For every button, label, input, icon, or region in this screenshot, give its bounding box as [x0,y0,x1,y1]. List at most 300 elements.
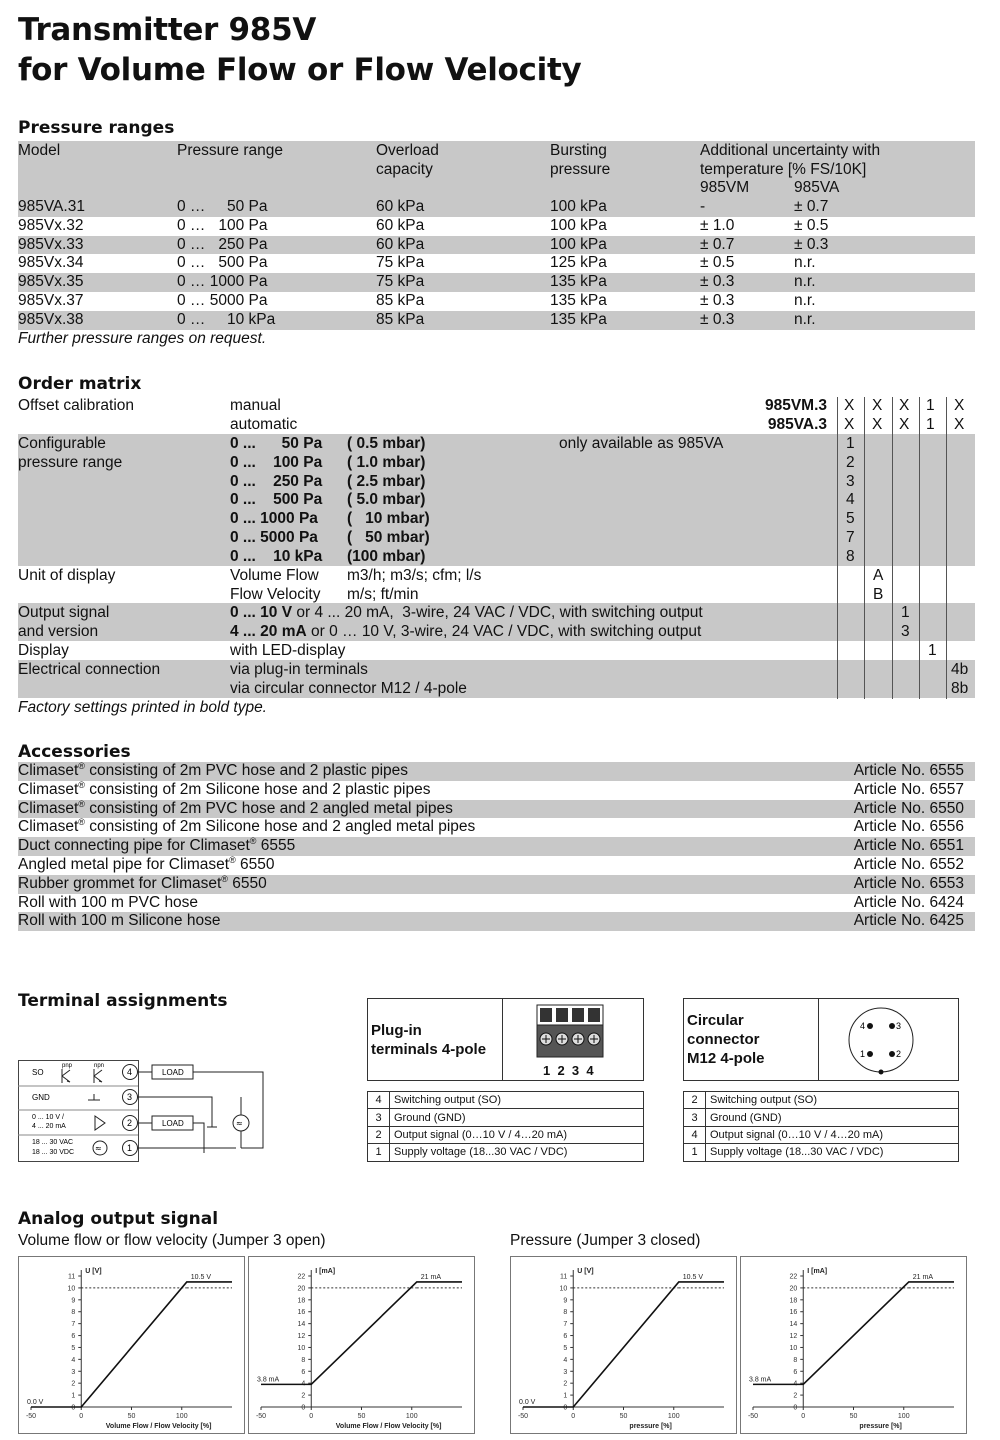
om-output-rest: or 4 ... 20 mA, 3-wire, 24 VAC / VDC, with switching output [292,604,703,621]
accessory-name [18,762,408,781]
y-tick-label: 14 [789,1321,798,1329]
om-config-code: 2 [846,453,855,471]
y-tick-label: 1 [71,1392,76,1400]
y-tick-label: 9 [563,1297,568,1305]
pressure-cell-burst: 135 kPa [550,310,607,328]
wd-sup1: 18 ... 30 VAC [32,1139,74,1146]
accessory-article: Article No. 6552 [853,856,964,873]
om-band-elec [18,660,975,698]
accessory-name-post: consisting of 2m Silicone hose and 2 plastic pipes [84,780,431,798]
accessory-article: Article No. 6424 [853,893,964,911]
x-axis-label: pressure [%] [859,1423,902,1430]
om-unit-label: Unit of display [18,567,116,584]
x-tick-label: -50 [25,1413,37,1420]
om-note: Factory settings printed in bold type. [18,699,267,716]
om-unit-values: m/s; ft/min [347,585,419,603]
y-tick-label: 6 [71,1333,76,1341]
pressure-cell-overload: 60 kPa [376,235,425,253]
pressure-cell-overload: 60 kPa [376,198,425,215]
om-divider-4 [919,397,920,699]
pressure-cell-vm: ± 0.3 [700,310,735,328]
accessory-article: Article No. 6550 [853,799,964,817]
om-config-range: 0 ... 250 Pa [230,472,323,490]
wd-load-2: LOAD [162,1119,184,1128]
terminal-function: Switching output (SO) [706,1092,959,1109]
pressure-cell-burst: 100 kPa [550,216,607,234]
x-tick-label: 50 [127,1413,136,1420]
accessory-article: Article No. 6551 [853,837,964,855]
x-tick-label: 100 [175,1413,188,1420]
accessory-name-post: consisting of 2m PVC hose and 2 plastic pipes [84,762,409,779]
accessory-article: Article No. 6557 [853,780,964,798]
registered-mark: ® [78,760,85,771]
plugin-pin-numbers: 1 2 3 4 [543,1063,594,1078]
end-annotation: 21 mA [420,1273,442,1281]
om-output-line [230,623,701,642]
pressure-cell-range: 0 … 500 Pa [177,254,268,272]
accessory-name-pre: Climaset [18,818,79,836]
y-tick-label: 12 [297,1333,306,1341]
om-elec-code: 8b [951,679,969,697]
pressure-cell-range: 0 … 100 Pa [177,216,268,234]
col-va-header: 985VA [794,179,840,196]
pressure-cell-burst: 125 kPa [550,254,607,272]
x-tick-label: 50 [357,1413,366,1420]
om-config-range: 0 ... 1000 Pa [230,510,318,528]
x-tick-label: -50 [747,1413,759,1420]
y-tick-label: 4 [563,1356,568,1364]
y-tick-label: 18 [297,1297,306,1305]
om-unit-code: B [873,585,884,603]
burst-header-line2: pressure [550,160,611,178]
pressure-cell-range: 0 … 50 Pa [177,198,268,215]
terminal-heading: Terminal assignments [18,991,228,1011]
om-config-label-1: Configurable [18,435,106,452]
circular-box [683,998,959,1081]
om-mark-1-1: X [844,397,855,414]
om-config-range: 0 ... 5000 Pa [230,529,318,546]
y-tick-label: 0 [71,1404,76,1412]
pressure-cell-overload: 85 kPa [376,292,425,309]
plugin-title-2: terminals 4-pole [371,1041,487,1058]
om-unit-name: Volume Flow [230,567,319,584]
om-divider-3 [892,397,893,699]
om-config-label [18,435,122,473]
om-config-mbar: ( 1.0 mbar) [347,453,426,471]
terminal-function: Ground (GND) [390,1109,644,1126]
om-mark-1-4: 1 [926,397,935,414]
start-annotation: 3.8 mA [257,1376,280,1384]
wiring-diagram [18,1056,268,1166]
start-annotation: 0.0 V [519,1399,536,1406]
om-elec-label: Electrical connection [18,661,161,678]
terminal-number: 4 [368,1092,390,1109]
svg-text:≈: ≈ [236,1119,243,1128]
pressure-cell-model: 985Vx.37 [18,292,84,309]
accessory-name-pre: Duct connecting pipe for Climaset [18,837,250,855]
pressure-cell-overload: 60 kPa [376,216,425,234]
om-config-code: 1 [846,435,855,452]
pressure-cell-range: 0 … 1000 Pa [177,273,268,291]
accessory-article: Article No. 6556 [853,818,964,836]
pressure-ranges-heading: Pressure ranges [18,118,175,138]
terminal-number: 2 [684,1092,706,1109]
y-tick-label: 8 [793,1356,798,1364]
om-output-line [230,604,703,623]
x-tick-label: 0 [571,1413,576,1420]
om-config-code: 3 [846,472,855,490]
circ-p4: 4 [860,1021,866,1031]
pressure-cell-burst: 135 kPa [550,273,607,291]
y-tick-label: 22 [297,1273,306,1281]
wd-sup2: 18 ... 30 VDC [32,1149,75,1156]
y-tick-label: 2 [793,1392,798,1400]
om-divider-2 [864,397,865,699]
terminal-row [684,1092,959,1109]
wd-gnd: GND [32,1093,50,1102]
start-annotation: 3.8 mA [749,1376,772,1384]
pressure-cell-va: ± 0.7 [794,198,829,215]
om-output-label [18,604,109,642]
y-tick-label: 8 [71,1309,76,1317]
terminal-row [368,1092,644,1109]
start-annotation: 0.0 V [27,1399,44,1406]
om-unit-name: Flow Velocity [230,585,321,603]
analog-sub-1: Volume flow or flow velocity (Jumper 3 open) [18,1232,326,1249]
om-mark-1-5: X [954,397,965,414]
om-config-code: 4 [846,491,855,509]
circular-title [687,1011,765,1068]
accessory-article: Article No. 6555 [853,762,964,779]
terminal-row [684,1109,959,1126]
om-config-mbar: ( 50 mbar) [347,529,430,546]
om-config-mbar: ( 2.5 mbar) [347,472,426,490]
accessory-name-pre: Rubber grommet for Climaset [18,874,222,892]
terminal-number: 2 [368,1126,390,1143]
accessory-name [18,837,295,856]
pressure-cell-vm: ± 0.3 [700,273,735,291]
pressure-cell-burst: 135 kPa [550,292,607,309]
om-divider-5 [946,397,947,699]
wd-pnp: pnp [62,1063,73,1069]
om-mark-2-2: X [872,416,883,433]
end-annotation: 10.5 V [190,1273,212,1281]
wd-n3: 3 [127,1092,133,1102]
wd-n2: 2 [127,1118,133,1128]
pressure-cell-range: 0 … 5000 Pa [177,292,268,309]
om-code-vm: 985VM.3 [764,397,827,414]
pressure-cell-va: n.r. [794,254,816,272]
y-tick-label: 4 [71,1356,76,1364]
x-tick-label: 50 [619,1413,628,1420]
y-tick-label: 2 [71,1380,76,1388]
analog-chart-1 [18,1256,245,1434]
title-line-2: for Volume Flow or Flow Velocity [18,52,582,88]
y-tick-label: 4 [301,1380,306,1388]
y-tick-label: 20 [297,1285,306,1293]
om-offset-manual: manual [230,397,281,414]
pressure-row-band [18,236,975,255]
y-tick-label: 6 [301,1368,306,1376]
y-tick-label: 9 [71,1297,76,1305]
registered-mark: ® [78,798,85,809]
y-axis-label: U [V] [577,1268,594,1275]
pressure-cell-model: 985VA.31 [18,198,85,215]
x-tick-label: 100 [667,1413,680,1420]
y-tick-label: 7 [563,1321,568,1329]
y-tick-label: 2 [301,1392,306,1400]
x-tick-label: -50 [255,1413,267,1420]
page-title [18,10,581,90]
pressure-cell-vm: ± 0.5 [700,254,735,272]
pressure-cell-model: 985Vx.38 [18,310,84,328]
terminal-row [684,1126,959,1143]
pressure-row-band [18,198,975,217]
om-band-config [18,434,975,566]
y-tick-label: 6 [793,1368,798,1376]
om-config-range: 0 ... 10 kPa [230,547,323,565]
col-uncertainty-header [700,142,880,180]
om-divider-1 [837,397,838,699]
plugin-table [367,1091,644,1162]
om-config-mbar: ( 10 mbar) [347,510,430,528]
accessory-name [18,894,198,913]
pressure-cell-overload: 75 kPa [376,254,425,272]
accessory-name [18,800,453,819]
x-tick-label: 0 [801,1413,806,1420]
om-output-bold: 0 ... 10 V [230,604,293,621]
terminal-function: Output signal (0…10 V / 4…20 mA) [706,1126,959,1143]
terminal-function: Switching output (SO) [390,1092,644,1109]
pressure-cell-va: ± 0.5 [794,216,829,234]
y-tick-label: 5 [563,1344,568,1352]
y-tick-label: 3 [71,1368,76,1376]
x-tick-label: -50 [517,1413,529,1420]
registered-mark: ® [229,854,236,865]
x-tick-label: 50 [849,1413,858,1420]
registered-mark: ® [78,779,85,790]
y-tick-label: 5 [71,1344,76,1352]
order-matrix-heading: Order matrix [18,374,142,394]
x-axis-label: Volume Flow / Flow Velocity [%] [335,1423,442,1430]
x-tick-label: 100 [897,1413,910,1420]
pressure-row-band [18,311,975,330]
om-config-range: 0 ... 500 Pa [230,491,323,509]
y-axis-label: I [mA] [807,1268,828,1275]
om-mark-2-1: X [844,416,855,433]
terminal-function: Ground (GND) [706,1109,959,1126]
om-offset-auto: automatic [230,416,298,433]
y-tick-label: 6 [563,1333,568,1341]
om-output-bold: 4 ... 20 mA [230,622,307,640]
x-axis-label: pressure [%] [629,1423,672,1430]
accessory-name-pre: Roll with 100 m PVC hose [18,893,199,911]
analog-chart-2 [248,1256,475,1434]
om-elec-text: via plug-in terminals [230,661,368,678]
pressure-cell-burst: 100 kPa [550,235,607,253]
om-output-code: 3 [901,622,910,640]
terminal-number: 1 [368,1144,390,1161]
wd-npn: npn [94,1063,105,1069]
om-config-range: 0 ... 50 Pa [230,435,323,452]
col-burst-header [550,142,610,180]
om-config-mbar: ( 5.0 mbar) [347,491,426,509]
y-tick-label: 10 [67,1285,76,1293]
terminal-row [684,1144,959,1161]
col-overload-header [376,142,439,180]
om-output-code: 1 [901,604,910,621]
y-tick-label: 7 [71,1321,76,1329]
pressure-cell-vm: - [700,198,706,215]
circular-title-1: Circular [687,1012,744,1029]
om-config-mbar: ( 0.5 mbar) [347,435,426,452]
pressure-cell-range: 0 … 250 Pa [177,235,268,253]
om-output-label-2: and version [18,622,99,640]
y-tick-label: 12 [789,1333,798,1341]
wd-so: SO [32,1068,44,1077]
wd-load-1: LOAD [162,1068,184,1077]
y-tick-label: 2 [563,1380,568,1388]
pressure-cell-va: n.r. [794,310,816,328]
overload-header-line1: Overload [376,142,439,159]
accessory-name [18,818,475,837]
accessory-name [18,781,430,800]
terminal-row [368,1126,644,1143]
plugin-box [367,998,644,1081]
om-config-label-2: pressure range [18,453,123,471]
om-unit-code: A [873,567,884,584]
analog-chart-3 [510,1256,737,1434]
om-config-code: 5 [846,510,855,528]
om-offset-label: Offset calibration [18,397,135,414]
circular-table [683,1091,959,1162]
accessory-name [18,912,220,931]
y-tick-label: 20 [789,1285,798,1293]
om-config-mbar: (100 mbar) [347,547,426,565]
om-display-value: with LED-display [230,642,346,659]
wd-out2: 4 ... 20 mA [32,1123,66,1130]
pressure-cell-vm: ± 0.7 [700,235,735,253]
accessory-article: Article No. 6425 [853,912,964,930]
circ-p2: 2 [896,1049,902,1059]
pressure-cell-model: 985Vx.34 [18,254,84,272]
pressure-cell-va: n.r. [794,292,816,309]
accessory-name-pre: Angled metal pipe for Climaset [18,856,230,873]
om-config-note: only available as 985VA [559,435,724,452]
overload-header-line2: capacity [376,160,433,178]
y-tick-label: 3 [563,1368,568,1376]
om-config-range: 0 ... 100 Pa [230,453,323,471]
x-tick-label: 0 [79,1413,84,1420]
pressure-cell-model: 985Vx.33 [18,235,84,253]
wd-out1: 0 ... 10 V / [32,1114,64,1121]
pressure-cell-vm: ± 1.0 [700,216,735,234]
svg-text:≈: ≈ [95,1144,102,1153]
accessory-name-pre: Climaset [18,762,79,779]
col-model-header: Model [18,142,61,159]
x-axis-label: Volume Flow / Flow Velocity [%] [105,1423,212,1430]
om-display-code: 1 [928,642,937,659]
y-tick-label: 16 [789,1309,798,1317]
pressure-cell-vm: ± 0.3 [700,292,735,309]
accessory-name-pre: Roll with 100 m Silicone hose [18,912,221,930]
om-elec-text: via circular connector M12 / 4-pole [230,679,467,697]
terminal-number: 3 [368,1109,390,1126]
y-tick-label: 10 [297,1344,306,1352]
y-tick-label: 0 [793,1404,798,1412]
registered-mark: ® [221,873,228,884]
y-tick-label: 1 [563,1392,568,1400]
title-line-1: Transmitter 985V [18,12,317,48]
y-axis-label: I [mA] [315,1268,336,1275]
y-tick-label: 10 [789,1344,798,1352]
unc-header-line2: temperature [% FS/10K] [700,160,867,178]
registered-mark: ® [78,817,85,828]
om-code-va: 985VA.3 [767,416,827,433]
terminal-number: 4 [684,1126,706,1143]
x-tick-label: 100 [405,1413,418,1420]
plugin-title [371,1021,486,1059]
accessories-heading: Accessories [18,742,131,762]
circ-p1: 1 [860,1049,866,1059]
y-tick-label: 16 [297,1309,306,1317]
end-annotation: 10.5 V [682,1273,704,1281]
end-annotation: 21 mA [912,1273,934,1281]
y-axis-label: U [V] [85,1268,102,1275]
col-range-header: Pressure range [177,142,283,159]
y-tick-label: 14 [297,1321,306,1329]
y-tick-label: 11 [67,1273,76,1281]
y-tick-label: 18 [789,1297,798,1305]
pressure-note: Further pressure ranges on request. [18,330,267,347]
y-tick-label: 8 [563,1309,568,1317]
wd-n4: 4 [127,1067,133,1077]
plugin-terminal-icon [536,1003,604,1061]
circ-p3: 3 [896,1021,902,1031]
accessory-name-pre: Climaset [18,799,79,817]
pressure-cell-model: 985Vx.35 [18,273,84,291]
col-vm-header: 985VM [700,179,750,196]
terminal-number: 1 [684,1144,706,1161]
x-tick-label: 0 [309,1413,314,1420]
om-output-label-1: Output signal [18,604,110,621]
terminal-function: Supply voltage (18...30 VAC / VDC) [390,1144,644,1161]
pressure-cell-va: ± 0.3 [794,235,829,253]
om-mark-1-3: X [899,397,910,414]
om-config-code: 8 [846,547,855,565]
y-tick-label: 11 [559,1273,568,1281]
circular-title-2: connector [687,1031,760,1048]
burst-header-line1: Bursting [550,142,607,159]
accessory-name [18,856,275,875]
analog-sub-2: Pressure (Jumper 3 closed) [510,1232,701,1249]
analog-chart-4 [740,1256,967,1434]
terminal-function: Output signal (0…10 V / 4…20 mA) [390,1126,644,1143]
wd-n1: 1 [127,1143,133,1153]
unc-header-line1: Additional uncertainty with [700,142,881,159]
pressure-row-band [18,273,975,292]
pressure-cell-overload: 75 kPa [376,273,425,291]
terminal-row [368,1144,644,1161]
y-tick-label: 10 [559,1285,568,1293]
om-mark-2-5: X [954,416,965,433]
om-output-rest: or 0 … 10 V, 3-wire, 24 VAC / VDC, with switching output [306,622,702,640]
om-config-code: 7 [846,529,855,546]
accessory-name-pre: Climaset [18,780,79,798]
accessory-name-post: 6550 [227,874,267,892]
analog-heading: Analog output signal [18,1209,219,1229]
om-unit-values: m3/h; m3/s; cfm; l/s [347,567,482,584]
